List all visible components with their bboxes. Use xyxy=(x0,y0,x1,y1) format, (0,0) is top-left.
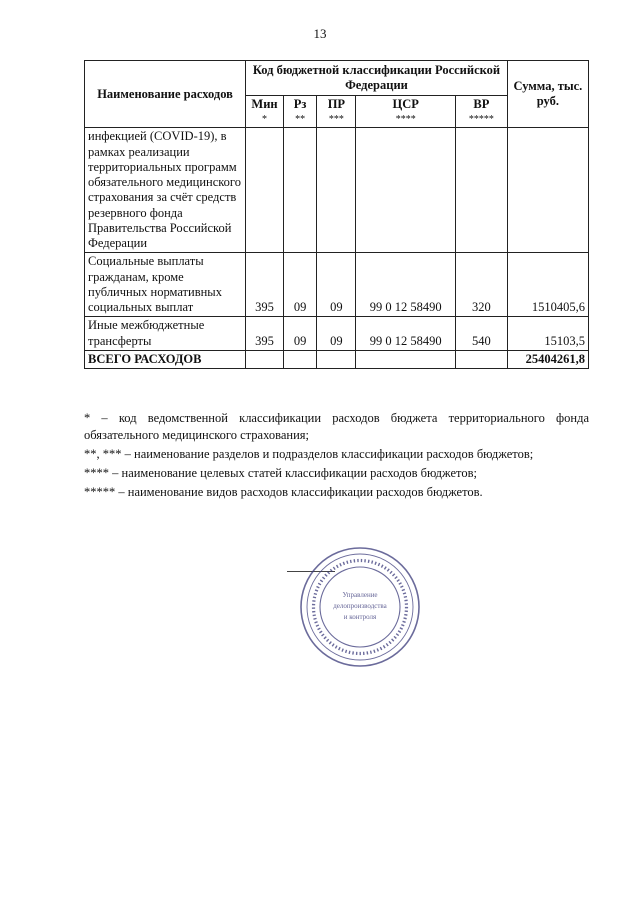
row-rz: 09 xyxy=(283,253,316,317)
footnote-1: * – код ведомственной классификации расходов бюджета территориального фонда обязательного медицинского страхования; xyxy=(84,411,589,442)
header-vr-label: ВР xyxy=(473,97,490,111)
row-name: инфекцией (COVID-19), в рамках реализации территориальных программ обязательного медицинского страхования за счёт средств резервного фонда Правительства Российской Федерации xyxy=(85,128,246,253)
row-min: 395 xyxy=(246,253,284,317)
header-min-stars: * xyxy=(262,114,268,126)
header-min-label: Мин xyxy=(251,97,278,111)
header-min xyxy=(246,96,284,128)
header-name: Наименование расходов xyxy=(85,61,246,128)
table-row xyxy=(85,128,589,253)
header-sum: Сумма, тыс. руб. xyxy=(507,61,588,128)
expenses-table xyxy=(84,60,589,369)
row-pr: 09 xyxy=(317,253,356,317)
stamp-line-3: и контроля xyxy=(343,613,377,621)
row-min xyxy=(246,128,284,253)
row-vr: 540 xyxy=(456,317,508,351)
table-header-row xyxy=(85,61,589,96)
row-rz: 09 xyxy=(283,317,316,351)
header-vr-stars: ***** xyxy=(468,114,494,126)
total-sum: 25404261,8 xyxy=(507,350,588,368)
header-rz-label: Рз xyxy=(293,97,307,111)
page-number: 13 xyxy=(313,26,327,41)
header-csr-stars: **** xyxy=(395,114,416,126)
total-empty-cell xyxy=(283,350,316,368)
row-rz xyxy=(283,128,316,253)
header-code-group: Код бюджетной классификации Российской Федерации xyxy=(246,61,508,96)
row-sum: 1510405,6 xyxy=(507,253,588,317)
footnote-3: **** – наименование целевых статей классификации расходов бюджетов; xyxy=(84,465,477,480)
stamp-line-2: делопроизводства xyxy=(333,602,387,610)
row-pr xyxy=(317,128,356,253)
header-rz xyxy=(283,96,316,128)
row-csr xyxy=(356,128,456,253)
total-row xyxy=(85,350,589,368)
row-pr: 09 xyxy=(317,317,356,351)
table-row xyxy=(85,253,589,317)
row-sum: 15103,5 xyxy=(507,317,588,351)
total-empty-cell xyxy=(317,350,356,368)
total-empty-cell xyxy=(356,350,456,368)
total-empty-cell xyxy=(456,350,508,368)
row-sum xyxy=(507,128,588,253)
stamp-line-1: Управление xyxy=(342,591,378,599)
header-pr-label: ПР xyxy=(327,97,346,111)
official-stamp-icon xyxy=(298,545,422,669)
row-vr xyxy=(456,128,508,253)
total-empty-cell xyxy=(246,350,284,368)
row-name: Социальные выплаты гражданам, кроме публичных нормативных социальных выплат xyxy=(85,253,246,317)
total-label: ВСЕГО РАСХОДОВ xyxy=(85,350,246,368)
header-pr-stars: *** xyxy=(328,114,344,126)
row-name: Иные межбюджетные трансферты xyxy=(85,317,246,351)
header-vr xyxy=(456,96,508,128)
row-min: 395 xyxy=(246,317,284,351)
header-rz-stars: ** xyxy=(295,114,306,126)
footnote-2: **, *** – наименование разделов и подразделов классификации расходов бюджетов; xyxy=(84,446,534,461)
row-vr: 320 xyxy=(456,253,508,317)
table-row xyxy=(85,317,589,351)
header-csr-label: ЦСР xyxy=(392,97,419,111)
footnotes xyxy=(84,410,589,502)
row-csr: 99 0 12 58490 xyxy=(356,317,456,351)
row-csr: 99 0 12 58490 xyxy=(356,253,456,317)
footnote-4: ***** – наименование видов расходов классификации расходов бюджетов. xyxy=(84,484,483,499)
header-csr xyxy=(356,96,456,128)
header-pr xyxy=(317,96,356,128)
